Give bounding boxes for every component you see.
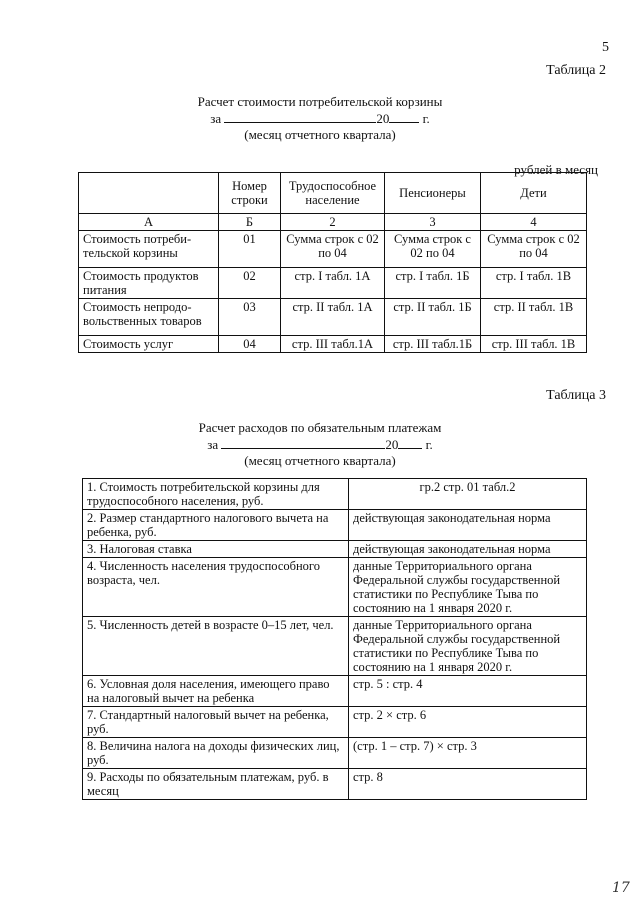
row-source: стр. 8 [349,769,587,800]
table-cell: стр. II табл. 1А [281,299,385,336]
table2-letter-row [79,214,587,231]
table-row [83,558,587,617]
consumer-basket-table [78,172,587,353]
period-year: 20 [376,111,390,126]
row-source: действующая законодательная норма [349,541,587,558]
table-row [79,268,587,299]
row-source: стр. 5 : стр. 4 [349,676,587,707]
table2-letter-cell: А [79,214,219,231]
table2-period [0,110,640,127]
table-row [79,231,587,268]
table2-letter-cell: 3 [385,214,481,231]
row-label: Стоимость продуктов питания [79,268,219,299]
table-cell: стр. I табл. 1А [281,268,385,299]
row-label: 4. Численность населения трудоспособного возраста, чел. [83,558,349,617]
table3-period [0,436,640,453]
row-label: 8. Величина налога на доходы физических лиц, руб. [83,738,349,769]
table-cell: стр. I табл. 1В [481,268,587,299]
table2-label: Таблица 2 [546,63,606,78]
table-cell: стр. III табл.1А [281,336,385,353]
period-suffix: г. [422,111,430,126]
table-cell: стр. III табл. 1В [481,336,587,353]
table-cell: стр. II табл. 1В [481,299,587,336]
table-row [79,336,587,353]
row-label: 3. Налоговая ставка [83,541,349,558]
table-cell: стр. II табл. 1Б [385,299,481,336]
table-row [83,707,587,738]
row-number: 02 [219,268,281,299]
table2-letter-cell: Б [219,214,281,231]
year-blank [398,436,422,449]
year-blank [389,110,419,123]
table2-title: Расчет стоимости потребительской корзины [197,94,443,109]
row-source: данные Территориального органа Федеральной службы государственной статистики по Республике Тыва по состоянию на 1 января 2020 г. [349,558,587,617]
table2-header-cell: Трудоспособное население [281,173,385,214]
row-label: 9. Расходы по обязательным платежам, руб. в месяц [83,769,349,800]
row-source: действующая законодательная норма [349,510,587,541]
period-suffix: г. [425,437,433,452]
units-label: рублей в месяц [514,162,598,177]
table-row [83,738,587,769]
month-blank [224,110,376,123]
table2-header-row [79,173,587,214]
row-source: гр.2 стр. 01 табл.2 [349,479,587,510]
table-row [83,617,587,676]
row-label: 6. Условная доля населения, имеющего право на налоговый вычет на ребенка [83,676,349,707]
row-number: 01 [219,231,281,268]
table3-label: Таблица 3 [546,388,606,403]
period-year: 20 [385,437,399,452]
row-number: 03 [219,299,281,336]
table2-period-note: (месяц отчетного квартала) [244,127,396,142]
table3-title-block [0,420,640,469]
table-cell: Сумма строк с 02 по 04 [481,231,587,268]
row-label: Стоимость услуг [79,336,219,353]
row-label: 5. Численность детей в возрасте 0–15 лет, чел. [83,617,349,676]
table-cell: стр. III табл.1Б [385,336,481,353]
month-blank [221,436,385,449]
handwritten-page-mark: 17 [612,880,630,896]
table-row [83,676,587,707]
table-row [83,769,587,800]
row-label: 1. Стоимость потребительской корзины для трудоспособного населения, руб. [83,479,349,510]
table2-title-block [0,94,640,143]
row-label: Стоимость потреби-тельской корзины [79,231,219,268]
row-label: Стоимость непродо-вольственных товаров [79,299,219,336]
row-source: (стр. 1 – стр. 7) × стр. 3 [349,738,587,769]
table-cell: стр. I табл. 1Б [385,268,481,299]
row-source: стр. 2 × стр. 6 [349,707,587,738]
row-label: 7. Стандартный налоговый вычет на ребенка, руб. [83,707,349,738]
table2-header-cell: Пенсионеры [385,173,481,214]
table-cell: Сумма строк с 02 по 04 [385,231,481,268]
table2-letter-cell: 4 [481,214,587,231]
table3-title: Расчет расходов по обязательным платежам [198,420,442,435]
table-cell: Сумма строк с 02 по 04 [281,231,385,268]
mandatory-payments-table [82,478,587,800]
row-number: 04 [219,336,281,353]
table-row [83,541,587,558]
row-source: данные Территориального органа Федеральной службы государственной статистики по Республике Тыва по состоянию на 1 января 2020 г. [349,617,587,676]
table-row [79,299,587,336]
table2-header-cell [79,173,219,214]
table3-period-note: (месяц отчетного квартала) [244,453,396,468]
table2-header-cell: Дети [481,173,587,214]
table2-letter-cell: 2 [281,214,385,231]
page-number: 5 [602,40,609,55]
period-prefix: за [210,111,222,126]
table-row [83,510,587,541]
table-row [83,479,587,510]
period-prefix: за [207,437,219,452]
row-label: 2. Размер стандартного налогового вычета на ребенка, руб. [83,510,349,541]
table2-header-cell: Номер строки [219,173,281,214]
